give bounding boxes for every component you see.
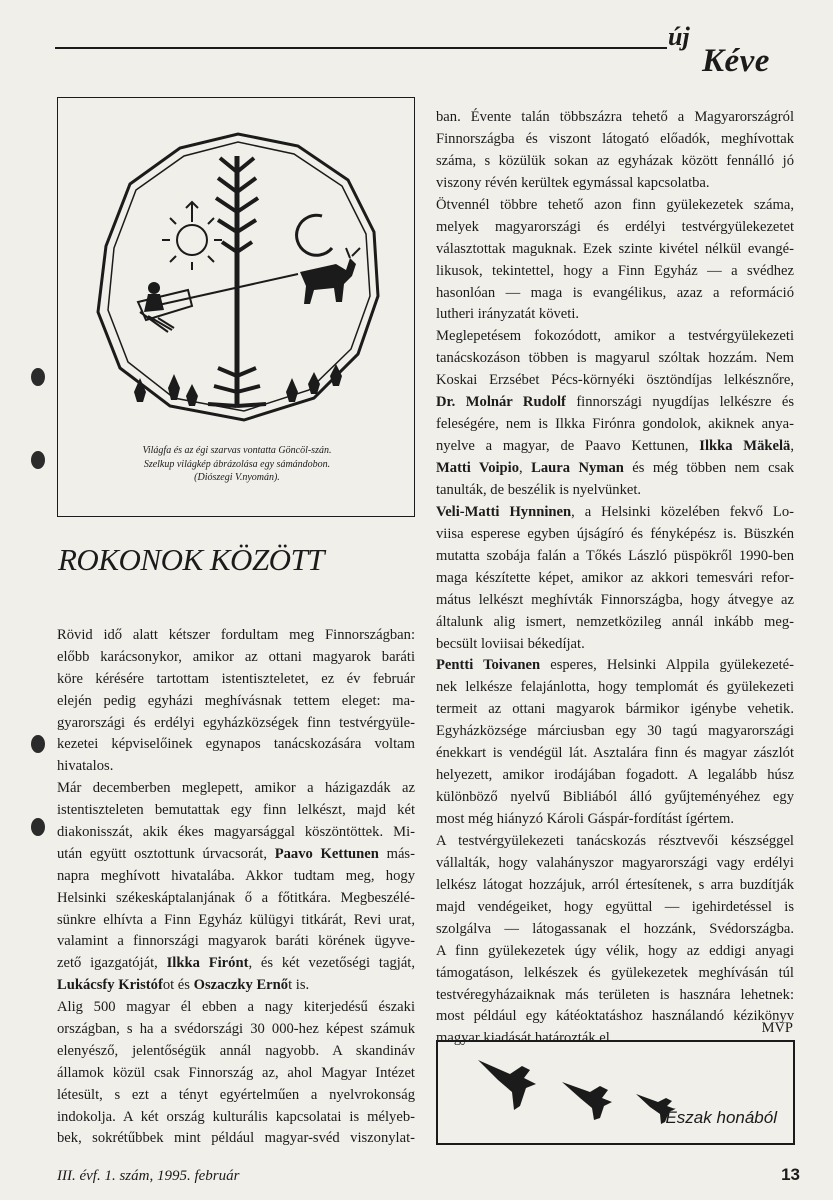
text-segment: finnországi nyugdíjas lelkészre és	[565, 394, 794, 411]
text-segment: más-	[378, 845, 415, 862]
text-line	[57, 647, 415, 669]
text-line	[436, 919, 794, 941]
sidebar-box-title: Észak honából	[665, 1108, 777, 1127]
text-line	[436, 1006, 794, 1028]
text-segment: zető igazgatóját,	[57, 955, 167, 972]
text-segment: énekkart is vendégül lát. Asztalára finn és magyar zászlót	[436, 745, 794, 762]
text-line	[57, 910, 415, 932]
text-segment: tanácskozáson többen is magyarul szóltak hozzám. Nem	[436, 350, 794, 367]
text-segment: Alig 500 magyar él ebben a nagy kiterjedésű északi	[57, 999, 415, 1016]
text-segment: szolgálva — látogassanak el hozzánk, Svédországba.	[436, 920, 794, 937]
punch-hole-icon	[31, 368, 45, 386]
text-segment: és még többen nem csak	[623, 460, 794, 476]
text-line	[436, 370, 794, 392]
article-title: ROKONOK KÖZÖTT	[58, 542, 325, 577]
text-line	[57, 997, 415, 1019]
text-line	[436, 941, 794, 963]
text-segment: köre kérésére tartottam istentiszteletet, ez év február	[57, 670, 415, 687]
text-segment: általunk alig ismert, nemzetközileg annál inkább meg-	[436, 613, 794, 630]
text-segment: indokolja. A két ország kulturális kapcsolatai is mélyeb-	[57, 1108, 415, 1125]
text-segment: melyek magyarországi és erdélyi testvérgyülekezetet	[436, 218, 794, 235]
text-line	[436, 261, 794, 283]
text-segment: Ötvennél többre tehető azon finn gyülekezetek száma,	[436, 196, 794, 213]
text-line	[436, 677, 794, 699]
text-segment: létesült, s ezt a tényt egyértelműen a nyelvrokonság	[57, 1086, 415, 1103]
text-line	[436, 414, 794, 436]
text-segment: likusok, tekintettel, hogy a Finn Egyház — a svédhez	[436, 262, 794, 279]
text-segment: államok közül csak Finnország az, ahol Magyar Intézet	[57, 1064, 415, 1081]
text-line	[57, 713, 415, 735]
text-segment: választottak maguknak. Ezek szinte kivétel nélkül evangé-	[436, 240, 794, 257]
text-segment: lutheri irányzatát követi.	[436, 306, 580, 323]
text-line	[436, 590, 794, 612]
caption-line: Világfa és az égi szarvas vontatta Göncöl-szán.	[142, 445, 332, 456]
text-segment: nyelve a magyar, de Paavo Kettunen,	[436, 438, 700, 455]
text-line	[57, 1063, 415, 1085]
text-segment: országban, s ha a svédországi 30 000-hez képest számuk	[57, 1021, 415, 1038]
text-segment: mutatta szobája falán a Tőkés László püspökről 1990-ben	[436, 547, 794, 564]
text-segment: esperes, Helsinki Alppila gyülekezeté-	[540, 657, 794, 674]
text-segment: termeit az ottani magyarok bármikor igénybe vehetik.	[436, 701, 794, 718]
text-line	[436, 217, 794, 239]
text-segment: A finn gyülekezetek úgy vélik, hogy az eddigi anyagi	[436, 942, 794, 959]
text-segment: viisa esperese egyben újságíró és fényképész is. Büszkén	[436, 525, 794, 542]
text-line	[436, 765, 794, 787]
author-signature: MVP	[761, 1020, 793, 1036]
punch-hole-icon	[31, 735, 45, 753]
text-segment: maga készítette képet, amikor az akkori temesvári refor-	[436, 569, 794, 586]
bold-name: Ilkka Firónt	[166, 955, 249, 972]
text-line	[57, 800, 415, 822]
text-segment: vállalták, hogy valahányszor magyarországi vagy erdélyi	[436, 854, 794, 871]
text-line	[436, 743, 794, 765]
text-segment: Finnországba és viszont látogató előadók, meghívottak	[436, 130, 794, 147]
text-segment: becsült loviisai békedíjat.	[436, 635, 585, 652]
text-line	[57, 669, 415, 691]
text-line	[57, 691, 415, 713]
text-segment: ot és	[162, 977, 194, 994]
bold-name: Dr. Molnár Rudolf	[436, 394, 566, 411]
text-line	[57, 1085, 415, 1107]
text-segment: sünkre elhívta a Finn Egyház külügyi titkárát, Revi urat,	[57, 911, 415, 928]
text-segment: , és két vezetőségi tagját,	[248, 955, 415, 972]
masthead-logo	[668, 22, 808, 82]
text-segment: lelkész látogat hozzájuk, arról értesítenek, s arra buzdítják	[436, 876, 794, 893]
text-line	[436, 151, 794, 173]
text-line	[436, 787, 794, 809]
text-line	[436, 546, 794, 568]
text-segment: bek, sokrétűbbek mint például magyar-svéd viszonylat-	[57, 1130, 415, 1147]
text-segment: hivatalos.	[57, 758, 114, 775]
text-line	[436, 502, 794, 524]
text-line	[57, 1041, 415, 1063]
text-segment: most még hiányzó Károli Gáspár-fordítást ígértem.	[436, 811, 734, 827]
text-line	[436, 655, 794, 677]
masthead-prefix: új	[668, 22, 690, 51]
bold-name: Pentti Toivanen	[436, 657, 541, 674]
text-line	[57, 625, 415, 647]
text-line	[436, 283, 794, 305]
text-segment: Rövid idő alatt kétszer fordultam meg Finnországban:	[57, 627, 415, 643]
text-segment: viszony révén kerültek egymással kapcsolatba.	[436, 174, 710, 191]
text-segment: magyar kiadását határozták el.	[436, 1030, 614, 1047]
bold-name: Ilkka Mäkelä	[699, 438, 791, 455]
text-line	[436, 173, 794, 195]
text-line	[436, 436, 794, 458]
text-line	[436, 524, 794, 546]
text-line	[436, 809, 794, 831]
text-segment: kezetei képviselőinek egynapos tanácskozására voltam	[57, 736, 415, 753]
text-segment: valamint a finnországi magyarok baráti körének ügyve-	[57, 933, 415, 950]
text-line	[436, 480, 794, 502]
bold-name: Veli-Matti Hynninen	[436, 503, 572, 520]
figure-caption	[68, 444, 406, 485]
masthead-title: Kéve	[702, 43, 770, 79]
bold-name: Oszaczky Ernő	[193, 977, 289, 994]
text-line	[436, 239, 794, 261]
text-line	[57, 975, 415, 997]
text-line	[436, 985, 794, 1007]
sidebar-box	[436, 1040, 795, 1145]
shaman-drum-illustration	[68, 106, 406, 436]
text-line	[57, 888, 415, 910]
bold-name: Matti Voipio	[436, 460, 520, 476]
punch-hole-icon	[31, 818, 45, 836]
text-line	[436, 195, 794, 217]
text-line	[436, 458, 794, 480]
text-line	[57, 1019, 415, 1041]
bold-name: Paavo Kettunen	[274, 845, 379, 862]
text-segment: , a Helsinki közelében fekvő Lo-	[571, 503, 794, 520]
text-line	[436, 326, 794, 348]
text-segment: most például egy kátéoktatáshoz használandó kézikönyv	[436, 1008, 794, 1025]
text-segment: diakonisszát, akik ékes magyarsággal köszöntöttek. Mi-	[57, 824, 415, 841]
text-line	[436, 875, 794, 897]
issue-info: III. évf. 1. szám, 1995. február	[57, 1168, 240, 1184]
text-segment: Már decemberben meglepett, amikor a házigazdák az	[57, 780, 415, 797]
text-segment: nek lelkésze felajánlotta, hogy templomát és gyülekezeti	[436, 679, 794, 696]
article-body-left	[57, 625, 415, 1150]
text-line	[436, 831, 794, 853]
text-segment: A testvérgyülekezeti tanácskozás résztvevői készséggel	[436, 832, 794, 849]
text-segment: ban. Évente talán többszázra tehető a Magyarországról	[436, 109, 794, 125]
text-segment: előbb karácsonykor, amikor az ottani magyarok baráti	[57, 648, 415, 665]
text-segment: Helsinki székeskáptalanjának ő a főtitkára. Megbeszélé-	[57, 889, 415, 906]
figure-box	[57, 97, 415, 517]
text-segment: majd vendégeiket, hogy együttal — igehirdetéssel is	[436, 898, 794, 915]
text-segment: száma, s közülük sokan az egyházak között fennálló jó	[436, 152, 794, 169]
text-line	[436, 721, 794, 743]
text-line	[436, 897, 794, 919]
text-segment: Egyházközsége márciusban egy 30 tagú magyarországi	[436, 723, 794, 740]
text-segment: ,	[790, 438, 794, 455]
text-line	[57, 822, 415, 844]
text-segment: hasonlóan — maga is evangélikus, azaz a reformáció	[436, 284, 794, 301]
header-rule	[55, 47, 667, 49]
text-line	[57, 734, 415, 756]
text-segment: helyezett, amikor irodájában fogadott. A legalább húsz	[436, 767, 794, 784]
text-segment: után együtt osztottunk úrvacsorát,	[57, 845, 275, 862]
text-line	[436, 568, 794, 590]
text-line	[57, 756, 415, 778]
text-segment: különböző nyelvű Bibliából álló gyűjteményéhez egy	[436, 789, 794, 806]
text-line	[436, 634, 794, 656]
text-line	[436, 129, 794, 151]
text-line	[57, 844, 415, 866]
text-line	[436, 348, 794, 370]
text-segment: gyarországi és erdélyi egyházközségek finn testvérgyüle-	[57, 714, 415, 731]
text-segment: tanulták, de beszélik is nyelvünket.	[436, 481, 642, 498]
text-segment: Koskai Erzsébet Pécs-környéki ösztöndíjas lelkésznőre,	[436, 372, 794, 389]
text-line	[57, 866, 415, 888]
text-line	[57, 1107, 415, 1129]
text-segment: t is.	[288, 977, 310, 994]
text-line	[436, 107, 794, 129]
page-number: 13	[781, 1165, 800, 1184]
text-segment: feleségére, nem is Ilkka Firónra gondolok, akiknek anya-	[436, 416, 794, 433]
text-segment: mátus lelkészt meghívták Finnországba, hogy átvegye az	[436, 591, 794, 608]
text-line	[436, 853, 794, 875]
text-segment: támogatáson, lelkészek és gyülekezetek meghívásán túl	[436, 964, 794, 981]
bold-name: Laura Nyman	[531, 460, 624, 476]
text-segment: ,	[519, 460, 532, 476]
text-segment: testvéregyházaiknak más területen is hasznára lehetnek:	[436, 986, 794, 1003]
text-line	[436, 963, 794, 985]
text-line	[436, 304, 794, 326]
text-line	[436, 699, 794, 721]
text-segment: elején pedig egyházi meghívásnak tettem eleget: ma-	[57, 692, 415, 709]
text-segment: Meglepetésem fokozódott, amikor a testvérgyülekezeti	[436, 328, 794, 345]
text-line	[57, 931, 415, 953]
text-segment: napra meghívott hivatalába. Akkor tudtam meg, hogy	[57, 867, 415, 884]
text-segment: istentiszteleten bemutattak egy finn lelkészt, majd két	[57, 802, 415, 819]
text-line	[57, 778, 415, 800]
punch-hole-icon	[31, 451, 45, 469]
article-body-right	[436, 107, 794, 1050]
bold-name: Lukácsfy Kristóf	[57, 977, 163, 994]
text-line	[57, 1128, 415, 1150]
text-line	[57, 953, 415, 975]
caption-line: Szelkup világkép ábrázolása egy sámándobon.	[143, 458, 331, 470]
text-line	[436, 392, 794, 414]
caption-line: (Diószegi V.nyomán).	[194, 472, 280, 483]
text-segment: elenyésző, jelentőségük annál nagyobb. A skandináv	[57, 1042, 415, 1059]
text-line	[436, 612, 794, 634]
